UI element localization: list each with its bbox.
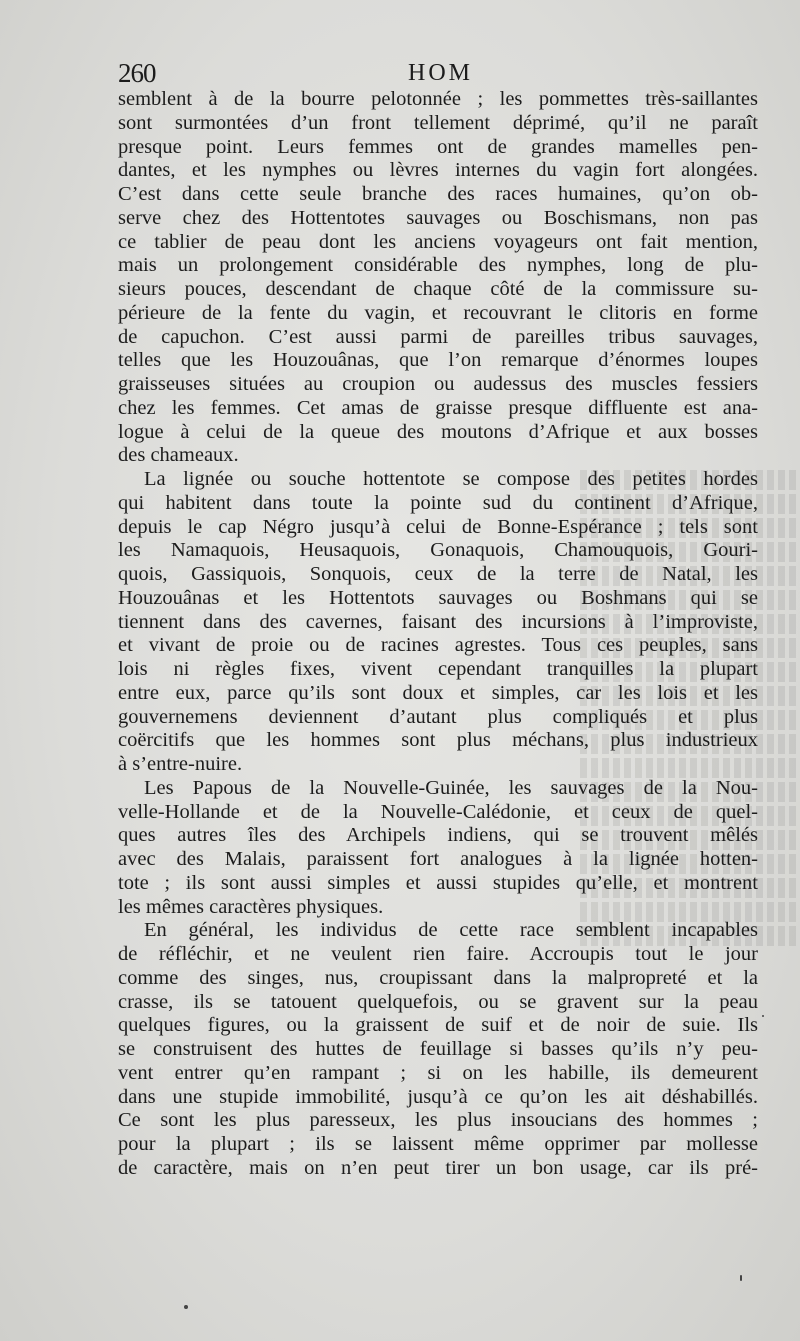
paper-speck <box>184 1305 188 1309</box>
text-line: de caractère, mais on n’en peut tirer un bon usage, car ils pré- <box>118 1156 758 1179</box>
text-line: dans une stupide immobilité, jusqu’à ce qu’on les ait déshabillés. <box>118 1085 758 1108</box>
text-line: coërcitifs que les hommes sont plus méchans, plus industrieux <box>118 729 758 752</box>
text-line: ques autres îles des Archipels indiens, qui se trouvent mêlés <box>118 824 758 847</box>
text-line: des chameaux. <box>118 444 239 467</box>
text-line: tote ; ils sont aussi simples et aussi stupides qu’elle, et montrent <box>118 871 758 894</box>
text-line: Houzouânas et les Hottentots sauvages ou Boshmans qui se <box>118 586 758 609</box>
text-line: quois, Gassiquois, Sonquois, ceux de la terre de Natal, les <box>118 563 758 585</box>
text-line: sont surmontées d’un front tellement déprimé, qu’il ne paraît <box>118 111 758 134</box>
text-line: logue à celui de la queue des moutons d’Afrique et aux bosses <box>118 420 758 443</box>
text-line: qui habitent dans toute la pointe sud du continent d’Afrique, <box>118 491 758 514</box>
text-line: de capuchon. C’est aussi parmi de pareilles tribus sauvages, <box>118 325 758 348</box>
page-header <box>118 58 758 88</box>
text-line: comme des singes, nus, croupissant dans la malpropreté et la <box>118 966 758 989</box>
text-line: presque point. Leurs femmes ont de grandes mamelles pen- <box>118 135 758 158</box>
text-line: entre eux, parce qu’ils sont doux et simples, car les lois et les <box>118 681 758 704</box>
text-line: chez les femmes. Cet amas de graisse presque diffluente est ana- <box>118 396 758 419</box>
text-line: les mêmes caractères physiques. <box>118 895 384 918</box>
paper-speck <box>740 1275 742 1281</box>
text-line: lois ni règles fixes, vivent cependant tranquilles la plupart <box>118 658 758 680</box>
text-line: pour la plupart ; ils se laissent même opprimer par mollesse <box>118 1133 758 1155</box>
text-line: sieurs pouces, descendant de chaque côté de la commissure su- <box>118 278 758 300</box>
text-line: et vivant de proie ou de racines agrestes. Tous ces peuples, sans <box>118 634 758 657</box>
text-line: Ce sont les plus paresseux, les plus insoucians des hommes ; <box>118 1109 758 1132</box>
text-line: telles que les Houzouânas, que l’on remarque d’énormes loupes <box>118 349 758 372</box>
running-head: HOM <box>408 60 474 86</box>
paragraph-start-line: La lignée ou souche hottentote se compose des petites hordes <box>144 468 758 490</box>
text-line: de réfléchir, et ne veulent rien faire. Accroupis tout le jour <box>118 943 758 965</box>
text-line: serve chez des Hottentotes sauvages ou Boschismans, non pas <box>118 206 758 229</box>
text-line: vent entrer qu’en rampant ; si on les habille, ils demeurent <box>118 1061 758 1084</box>
text-line: tiennent dans des cavernes, faisant des incursions à l’improviste, <box>118 610 758 633</box>
text-line: à s’entre-nuire. <box>118 753 243 775</box>
body-text <box>118 88 758 1181</box>
text-line: quelques figures, ou la graissent de suif et de noir de suie. Ils <box>118 1014 758 1037</box>
text-line: crasse, ils se tatouent quelquefois, ou se gravent sur la peau <box>118 990 758 1013</box>
text-line: gouvernemens deviennent d’autant plus compliqués et plus <box>118 705 758 728</box>
text-line: les Namaquois, Heusaquois, Gonaquois, Chamouquois, Gouri- <box>118 539 758 562</box>
text-line: avec des Malais, paraissent fort analogues à la lignée hotten- <box>118 848 758 870</box>
text-line: C’est dans cette seule branche des races humaines, qu’on ob- <box>118 183 758 205</box>
text-line: semblent à de la bourre pelotonnée ; les pommettes très-saillantes <box>118 88 758 110</box>
text-line: périeure de la fente du vagin, et recouvrant le clitoris en forme <box>118 301 758 324</box>
paragraph-start-line: En général, les individus de cette race semblent incapables <box>144 919 758 942</box>
text-line: graisseuses situées au croupion ou audessus des muscles fessiers <box>118 373 758 395</box>
text-line: velle-Hollande et de la Nouvelle-Calédonie, et ceux de quel- <box>118 800 758 823</box>
page-number: 260 <box>118 58 156 88</box>
text-line: mais un prolongement considérable des nymphes, long de plu- <box>118 254 758 277</box>
text-line: depuis le cap Négro jusqu’à celui de Bonne-Espérance ; tels sont <box>118 515 758 538</box>
text-line: se construisent des huttes de feuillage si basses qu’ils n’y peu- <box>118 1038 758 1060</box>
paper-speck <box>762 1015 764 1017</box>
paragraph-start-line: Les Papous de la Nouvelle-Guinée, les sauvages de la Nou- <box>144 776 758 799</box>
text-line: ce tablier de peau dont les anciens voyageurs ont fait mention, <box>118 230 758 253</box>
text-line: dantes, et les nymphes ou lèvres internes du vagin fort alongées. <box>118 159 758 182</box>
